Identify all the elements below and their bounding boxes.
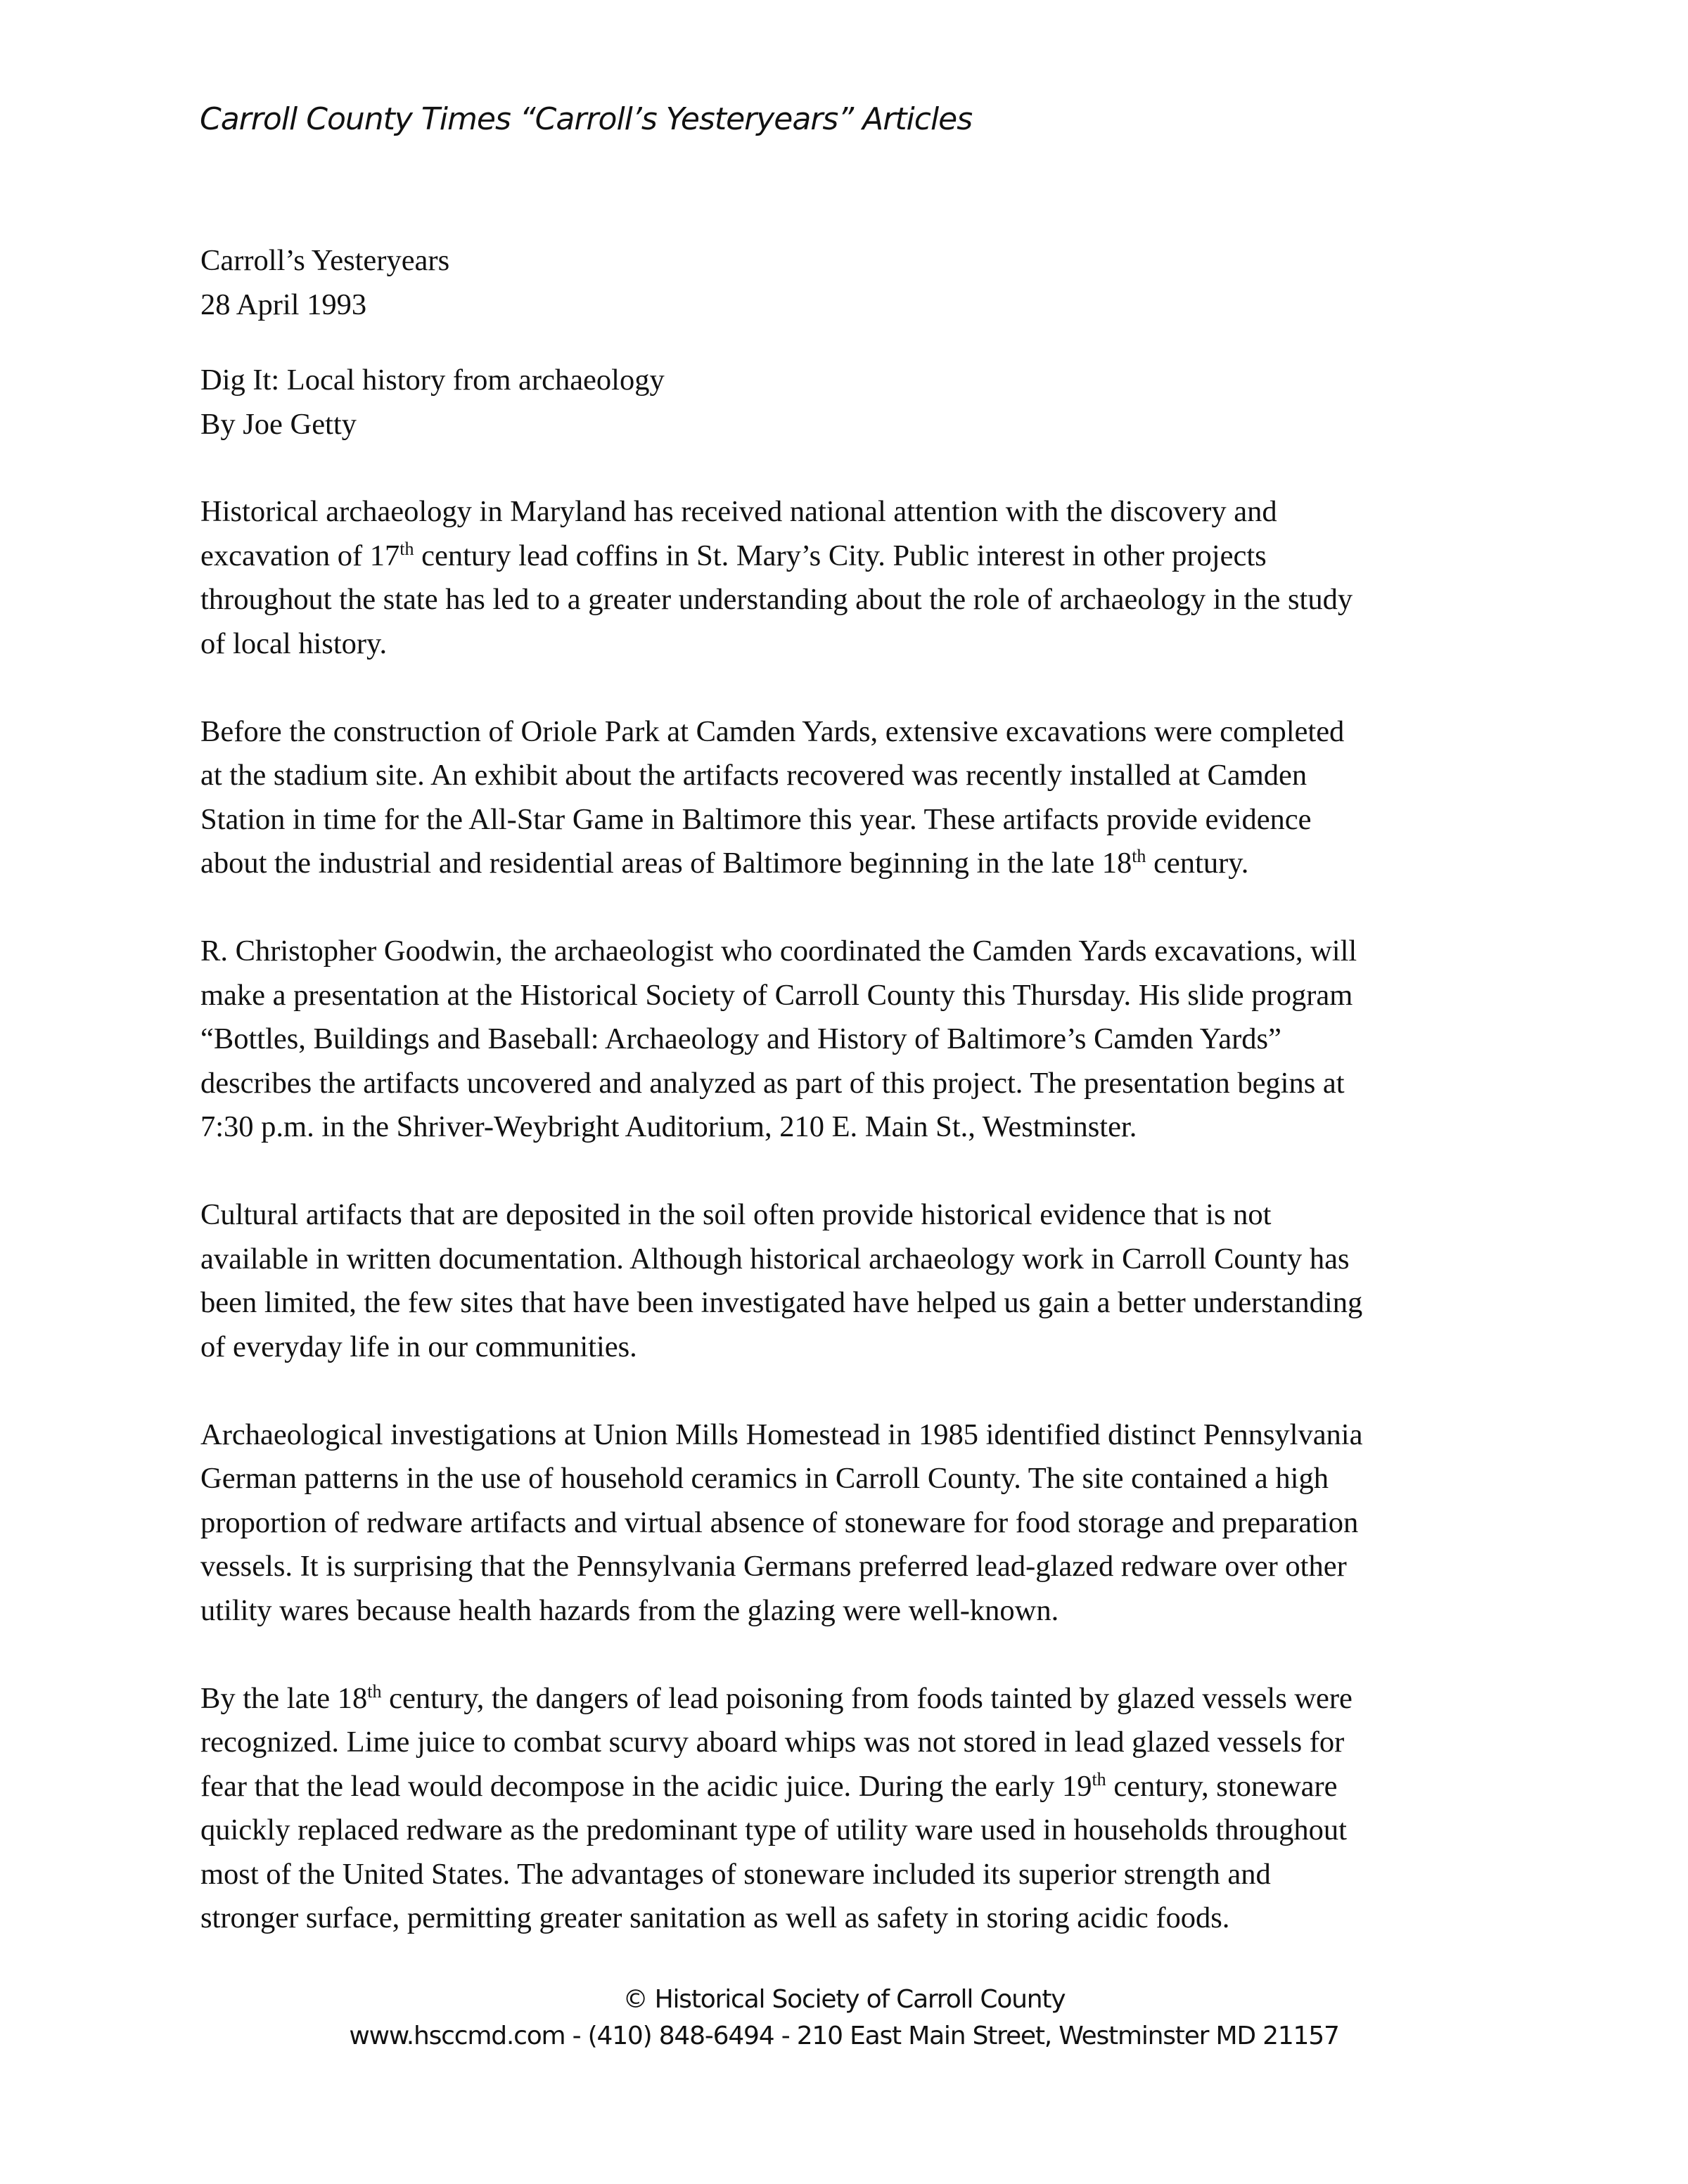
copyright-notice: © Historical Society of Carroll County	[622, 1985, 1066, 2014]
text-run: of local history.	[200, 627, 388, 660]
article-heading	[200, 359, 1509, 447]
paragraph-line	[200, 578, 1509, 622]
paragraph-line	[200, 1325, 1509, 1370]
paragraph-line	[200, 754, 1509, 798]
text-run: at the stadium site. An exhibit about the artifacts recovered was recently installed at Camden	[200, 759, 1307, 792]
text-run: vessels. It is surprising that the Pennsylvania Germans preferred lead-glazed redware over other	[200, 1550, 1347, 1583]
text-run: of everyday life in our communities.	[200, 1330, 637, 1363]
ordinal-superscript: th	[399, 538, 414, 559]
paragraph-line	[200, 1193, 1509, 1238]
paragraph-line	[200, 1413, 1509, 1458]
text-run: available in written documentation. Although historical archaeology work in Carroll County has	[200, 1242, 1350, 1276]
paragraph-line	[200, 1853, 1509, 1897]
contact-info: www.hsccmd.com - (410) 848-6494 - 210 East Main Street, Westminster MD 21157	[349, 2022, 1339, 2050]
paragraph-line	[200, 1281, 1509, 1325]
text-run: most of the United States. The advantages of stoneware included its superior strength and	[200, 1857, 1271, 1891]
text-run: make a presentation at the Historical Society of Carroll County this Thursday. His slide program	[200, 978, 1353, 1012]
paragraph-line	[200, 1677, 1509, 1721]
paragraph-line	[200, 1457, 1509, 1501]
body-paragraph	[200, 710, 1509, 886]
text-run: describes the artifacts uncovered and analyzed as part of this project. The presentation begins at	[200, 1066, 1345, 1100]
paragraph-line	[200, 1765, 1509, 1809]
body-paragraph	[200, 490, 1509, 666]
page-footer	[0, 1981, 1688, 2055]
ordinal-superscript: th	[1092, 1768, 1106, 1790]
text-run: century, stoneware	[1106, 1769, 1338, 1803]
paragraph-line	[200, 622, 1509, 667]
article	[200, 239, 1509, 1984]
paragraph-line	[200, 1721, 1509, 1765]
body-paragraph	[200, 1677, 1509, 1941]
paragraph-line	[200, 1105, 1509, 1150]
text-run: German patterns in the use of household ceramics in Carroll County. The site contained a high	[200, 1462, 1329, 1495]
ordinal-superscript: th	[367, 1681, 382, 1702]
text-run: R. Christopher Goodwin, the archaeologist who coordinated the Camden Yards excavations, will	[200, 934, 1357, 968]
text-run: Archaeological investigations at Union Mills Homestead in 1985 identified distinct Pennsylvania	[200, 1418, 1363, 1451]
article-date: 28 April 1993	[200, 288, 367, 321]
text-run: Cultural artifacts that are deposited in the soil often provide historical evidence that is not	[200, 1198, 1272, 1231]
headline: Dig It: Local history from archaeology	[200, 364, 665, 397]
paragraph-line	[200, 1017, 1509, 1062]
body-paragraph	[200, 1413, 1509, 1633]
text-run: “Bottles, Buildings and Baseball: Archaeology and History of Baltimore’s Camden Yards”	[200, 1022, 1281, 1055]
paragraph-line	[200, 1545, 1509, 1589]
column-name: Carroll’s Yesteryears	[200, 244, 450, 277]
text-run: about the industrial and residential areas of Baltimore beginning in the late 18	[200, 847, 1132, 880]
paragraph-line	[200, 1589, 1509, 1633]
text-run: excavation of 17	[200, 539, 400, 572]
text-run: century.	[1146, 847, 1249, 880]
body-paragraph	[200, 930, 1509, 1150]
article-meta	[200, 239, 1509, 327]
body-paragraph	[200, 1193, 1509, 1369]
paragraph-line	[200, 490, 1509, 534]
paragraph-line	[200, 1896, 1509, 1941]
text-run: century lead coffins in St. Mary’s City. Public interest in other projects	[414, 539, 1267, 572]
paragraph-line	[200, 1238, 1509, 1282]
text-run: Before the construction of Oriole Park at Camden Yards, extensive excavations were completed	[200, 714, 1345, 748]
paragraph-line	[200, 1501, 1509, 1546]
paragraph-line	[200, 710, 1509, 754]
text-run: throughout the state has led to a greater understanding about the role of archaeology in the study	[200, 583, 1353, 616]
text-run: Station in time for the All-Star Game in Baltimore this year. These artifacts provide evidence	[200, 802, 1312, 836]
paragraph-line	[200, 974, 1509, 1018]
paragraph-line	[200, 842, 1509, 886]
text-run: quickly replaced redware as the predominant type of utility ware used in households throughout	[200, 1813, 1347, 1846]
text-run: proportion of redware artifacts and virtual absence of stoneware for food storage and preparation	[200, 1505, 1359, 1539]
paragraph-line	[200, 534, 1509, 579]
paragraph-line	[200, 930, 1509, 974]
article-body	[200, 490, 1509, 1941]
text-run: By the late 18	[200, 1681, 368, 1715]
text-run: stronger surface, permitting greater sanitation as well as safety in storing acidic foods.	[200, 1901, 1230, 1934]
text-run: utility wares because health hazards from the glazing were well-known.	[200, 1593, 1059, 1627]
text-run: 7:30 p.m. in the Shriver-Weybright Auditorium, 210 E. Main St., Westminster.	[200, 1110, 1137, 1143]
byline: By Joe Getty	[200, 407, 357, 441]
text-run: century, the dangers of lead poisoning from foods tainted by glazed vessels were	[381, 1681, 1353, 1715]
page-header-title: Carroll County Times “Carroll’s Yesteryears” Articles	[200, 101, 973, 137]
paragraph-line	[200, 1809, 1509, 1853]
text-run: recognized. Lime juice to combat scurvy aboard whips was not stored in lead glazed vessels for	[200, 1726, 1345, 1759]
paragraph-line	[200, 798, 1509, 842]
text-run: been limited, the few sites that have been investigated have helped us gain a better understanding	[200, 1286, 1363, 1319]
ordinal-superscript: th	[1132, 846, 1146, 866]
paragraph-line	[200, 1062, 1509, 1106]
text-run: fear that the lead would decompose in the acidic juice. During the early 19	[200, 1769, 1092, 1803]
text-run: Historical archaeology in Maryland has received national attention with the discovery and	[200, 495, 1277, 528]
